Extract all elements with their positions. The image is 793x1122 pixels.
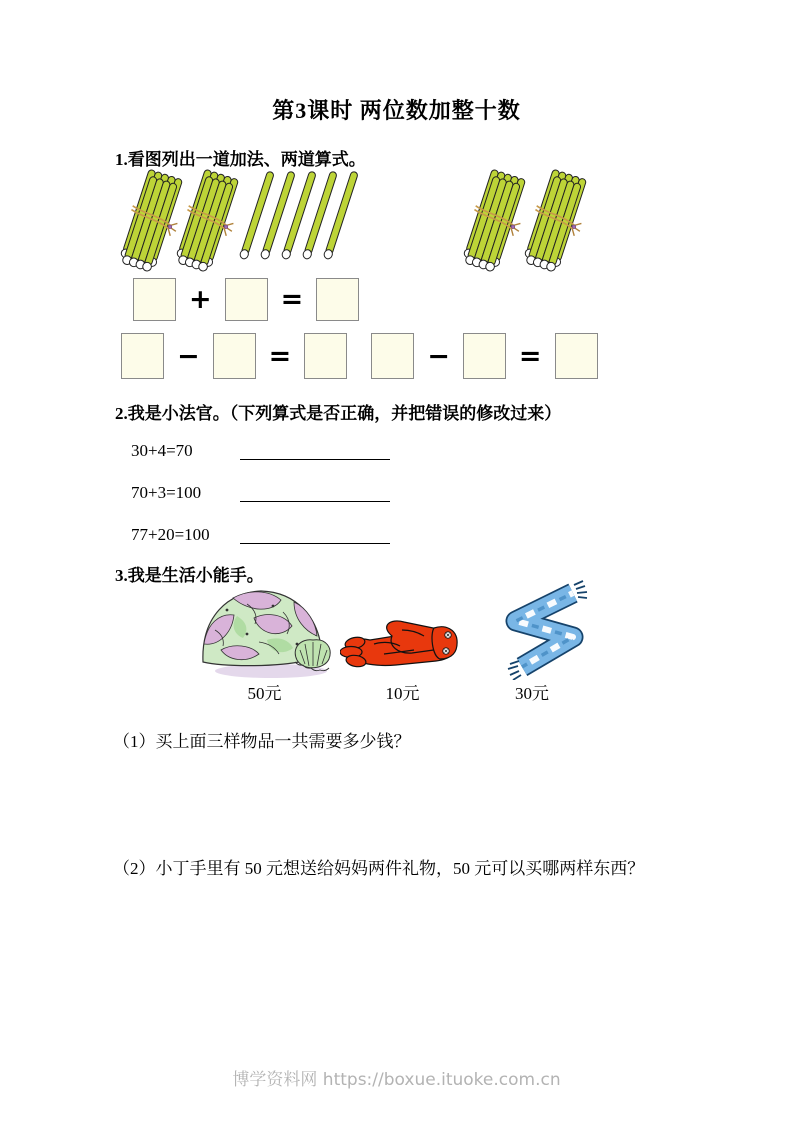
plus-operator: +: [189, 284, 212, 315]
question-2: （2）小丁手里有 50 元想送给妈妈两件礼物，50 元可以买哪两样东西？: [113, 859, 645, 878]
minus-operator: −: [427, 340, 450, 372]
answer-box[interactable]: [133, 278, 176, 321]
equation-label: 70+3=100: [131, 483, 202, 502]
answer-box[interactable]: [463, 333, 506, 379]
equation-label: 30+4=70: [131, 441, 193, 460]
price-label-hat: 50元: [247, 684, 282, 703]
stick-bundle: [171, 168, 248, 272]
answer-line[interactable]: [240, 542, 390, 544]
subtraction-equations: [121, 333, 598, 379]
gloves-image: [340, 614, 465, 674]
hat-image: [197, 582, 332, 680]
answer-box[interactable]: [121, 333, 164, 379]
answer-box[interactable]: [213, 333, 256, 379]
answer-box[interactable]: [371, 333, 414, 379]
sticks-figure: [113, 166, 613, 272]
section2-heading: 2.我是小法官。（下列算式是否正确，并把错误的修改过来）: [115, 404, 562, 423]
answer-box[interactable]: [225, 278, 268, 321]
equals-operator: =: [268, 340, 292, 372]
equals-operator: =: [518, 340, 542, 372]
section3-heading: 3.我是生活小能手。: [115, 566, 264, 585]
scarf-image: [476, 577, 588, 680]
footer-watermark: 博学资料网 https://boxue.ituoke.com.cn: [232, 1070, 561, 1090]
price-label-scarf: 30元: [515, 684, 549, 703]
page-title: 第3课时 两位数加整十数: [272, 98, 521, 123]
answer-box[interactable]: [316, 278, 359, 321]
equation-label: 77+20=100: [131, 525, 210, 544]
answer-line[interactable]: [240, 458, 390, 460]
answer-box[interactable]: [304, 333, 347, 379]
addition-equation: [133, 278, 359, 321]
subtraction-equation-2: [371, 333, 597, 379]
stick-bundle: [519, 168, 596, 272]
minus-operator: −: [177, 340, 200, 372]
subtraction-equation-1: [121, 333, 347, 379]
section1-heading: 1.看图列出一道加法、两道算式。: [115, 150, 366, 169]
answer-box[interactable]: [555, 333, 598, 379]
question-1: （1）买上面三样物品一共需要多少钱？: [113, 732, 411, 751]
equals-operator: =: [280, 284, 304, 315]
stick-bundle: [458, 168, 535, 272]
answer-line[interactable]: [240, 500, 390, 502]
price-label-gloves: 10元: [385, 684, 420, 703]
